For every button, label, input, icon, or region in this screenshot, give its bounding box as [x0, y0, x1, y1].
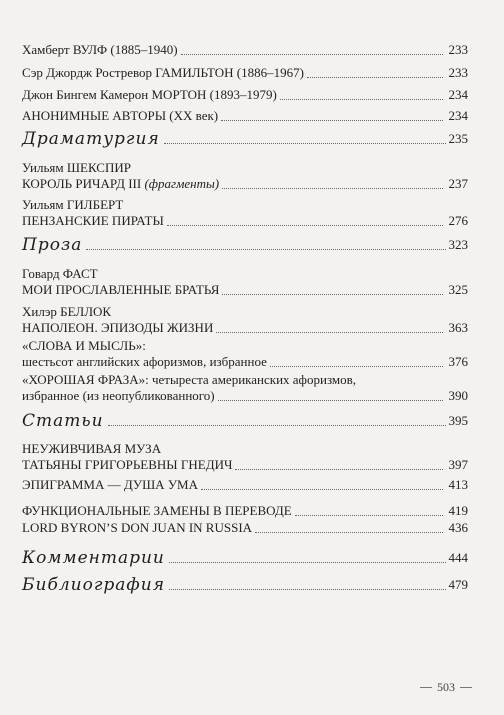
toc-entry-byron[interactable]: [22, 520, 468, 536]
toc-entry-words[interactable]: [22, 338, 468, 370]
dot-leader: [221, 119, 443, 121]
entry-title: Хамберт ВУЛФ (1885–1940): [22, 42, 178, 57]
page-number: 376: [448, 354, 468, 369]
entry-title: LORD BYRON’S DON JUAN IN RUSSIA: [22, 520, 253, 535]
page-number: 436: [448, 520, 468, 535]
page-number: 234: [448, 87, 468, 102]
folio-dash: [460, 687, 472, 688]
entry-title: Сэр Джордж Ростревор ГАМИЛЬТОН (1886–1967): [22, 65, 304, 80]
entry-title: МОИ ПРОСЛАВЛЕННЫЕ БРАТЬЯ: [22, 282, 220, 297]
toc-entry-phrase[interactable]: [22, 372, 468, 404]
section-title: Библиография: [22, 575, 165, 595]
entry-title: ТАТЬЯНЫ ГРИГОРЬЕВНЫ ГНЕДИЧ: [22, 457, 233, 472]
page-number: 233: [448, 42, 468, 57]
dot-leader: [222, 187, 443, 189]
dot-leader: [218, 399, 443, 401]
section-title: Комментарии: [22, 548, 165, 568]
dot-leader: [222, 293, 443, 295]
entry-title: АНОНИМНЫЕ АВТОРЫ (XX век): [22, 108, 219, 123]
page-number: 413: [448, 477, 468, 492]
toc-entry-gilbert[interactable]: [22, 197, 468, 229]
section-title: Драматургия: [22, 129, 160, 149]
toc-entry[interactable]: [22, 42, 468, 58]
dot-leader: [295, 514, 443, 516]
entry-title: ЭПИГРАММА — ДУША УМА: [22, 477, 198, 492]
dot-leader: [216, 331, 443, 333]
dot-leader: [181, 53, 443, 55]
dot-leader: [164, 142, 446, 144]
page-number: 390: [448, 388, 468, 403]
page-number: 323: [448, 237, 468, 252]
toc-entry[interactable]: [22, 108, 468, 124]
toc-entry-shakespeare[interactable]: [22, 160, 468, 192]
folio-number: 503: [437, 680, 455, 694]
page-number: 233: [448, 65, 468, 80]
dot-leader: [169, 561, 446, 563]
folio-dash: [420, 687, 432, 688]
entry-subtitle: шестьсот английских афоризмов, избранное: [22, 354, 267, 369]
work-note: (фрагменты): [144, 176, 220, 191]
toc-entry[interactable]: [22, 87, 468, 103]
toc-entry-belloc[interactable]: [22, 304, 468, 336]
entry-author: Хилэр БЕЛЛОК: [22, 304, 112, 319]
dot-leader: [201, 488, 443, 490]
entry-title-line: НЕУЖИВЧИВАЯ МУЗА: [22, 441, 162, 456]
page-number: 235: [448, 131, 468, 146]
section-drama[interactable]: [22, 127, 468, 149]
entry-author: Уильям ГИЛБЕРТ: [22, 197, 124, 212]
page-number: 419: [448, 503, 468, 518]
page-number: 479: [448, 577, 468, 592]
entry-title: [22, 176, 219, 192]
dot-leader: [280, 98, 443, 100]
section-articles[interactable]: [22, 409, 468, 431]
page-number: 276: [448, 213, 468, 228]
page-number: 444: [448, 550, 468, 565]
section-comments[interactable]: [22, 546, 468, 568]
section-bibliography[interactable]: [22, 573, 468, 595]
dot-leader: [235, 468, 443, 470]
entry-title-line: «СЛОВА И МЫСЛЬ»:: [22, 338, 146, 353]
entry-title: НАПОЛЕОН. ЭПИЗОДЫ ЖИЗНИ: [22, 320, 214, 335]
entry-subtitle: избранное (из неопубликованного): [22, 388, 215, 403]
page-number: 363: [448, 320, 468, 335]
dot-leader: [167, 224, 443, 226]
dot-leader: [169, 588, 446, 590]
entry-title-line: «ХОРОШАЯ ФРАЗА»: четыреста американских афоризмов,: [22, 372, 357, 387]
entry-author: Уильям ШЕКСПИР: [22, 160, 131, 175]
entry-author: Говард ФАСТ: [22, 266, 98, 281]
page-folio: [420, 680, 472, 695]
dot-leader: [108, 424, 446, 426]
work-title: КОРОЛЬ РИЧАРД III: [22, 176, 142, 191]
entry-title: ПЕНЗАНСКИЕ ПИРАТЫ: [22, 213, 164, 228]
section-title: Проза: [22, 235, 83, 255]
toc-entry-epigram[interactable]: [22, 477, 468, 493]
dot-leader: [255, 531, 443, 533]
toc-entry-functional[interactable]: [22, 503, 468, 519]
entry-title: Джон Бингем Камерон МОРТОН (1893–1979): [22, 87, 277, 102]
dot-leader: [270, 365, 443, 367]
section-prose[interactable]: [22, 233, 468, 255]
page-number: 237: [448, 176, 468, 191]
page-number: 395: [448, 413, 468, 428]
dot-leader: [307, 76, 443, 78]
entry-title: ФУНКЦИОНАЛЬНЫЕ ЗАМЕНЫ В ПЕРЕВОДЕ: [22, 503, 292, 518]
page-number: 234: [448, 108, 468, 123]
dot-leader: [86, 248, 445, 250]
page-number: 325: [448, 282, 468, 297]
toc-entry-fast[interactable]: [22, 266, 468, 298]
toc-entry-muse[interactable]: [22, 441, 468, 473]
toc-entry[interactable]: [22, 65, 468, 81]
section-title: Статьи: [22, 411, 104, 431]
page-number: 397: [448, 457, 468, 472]
